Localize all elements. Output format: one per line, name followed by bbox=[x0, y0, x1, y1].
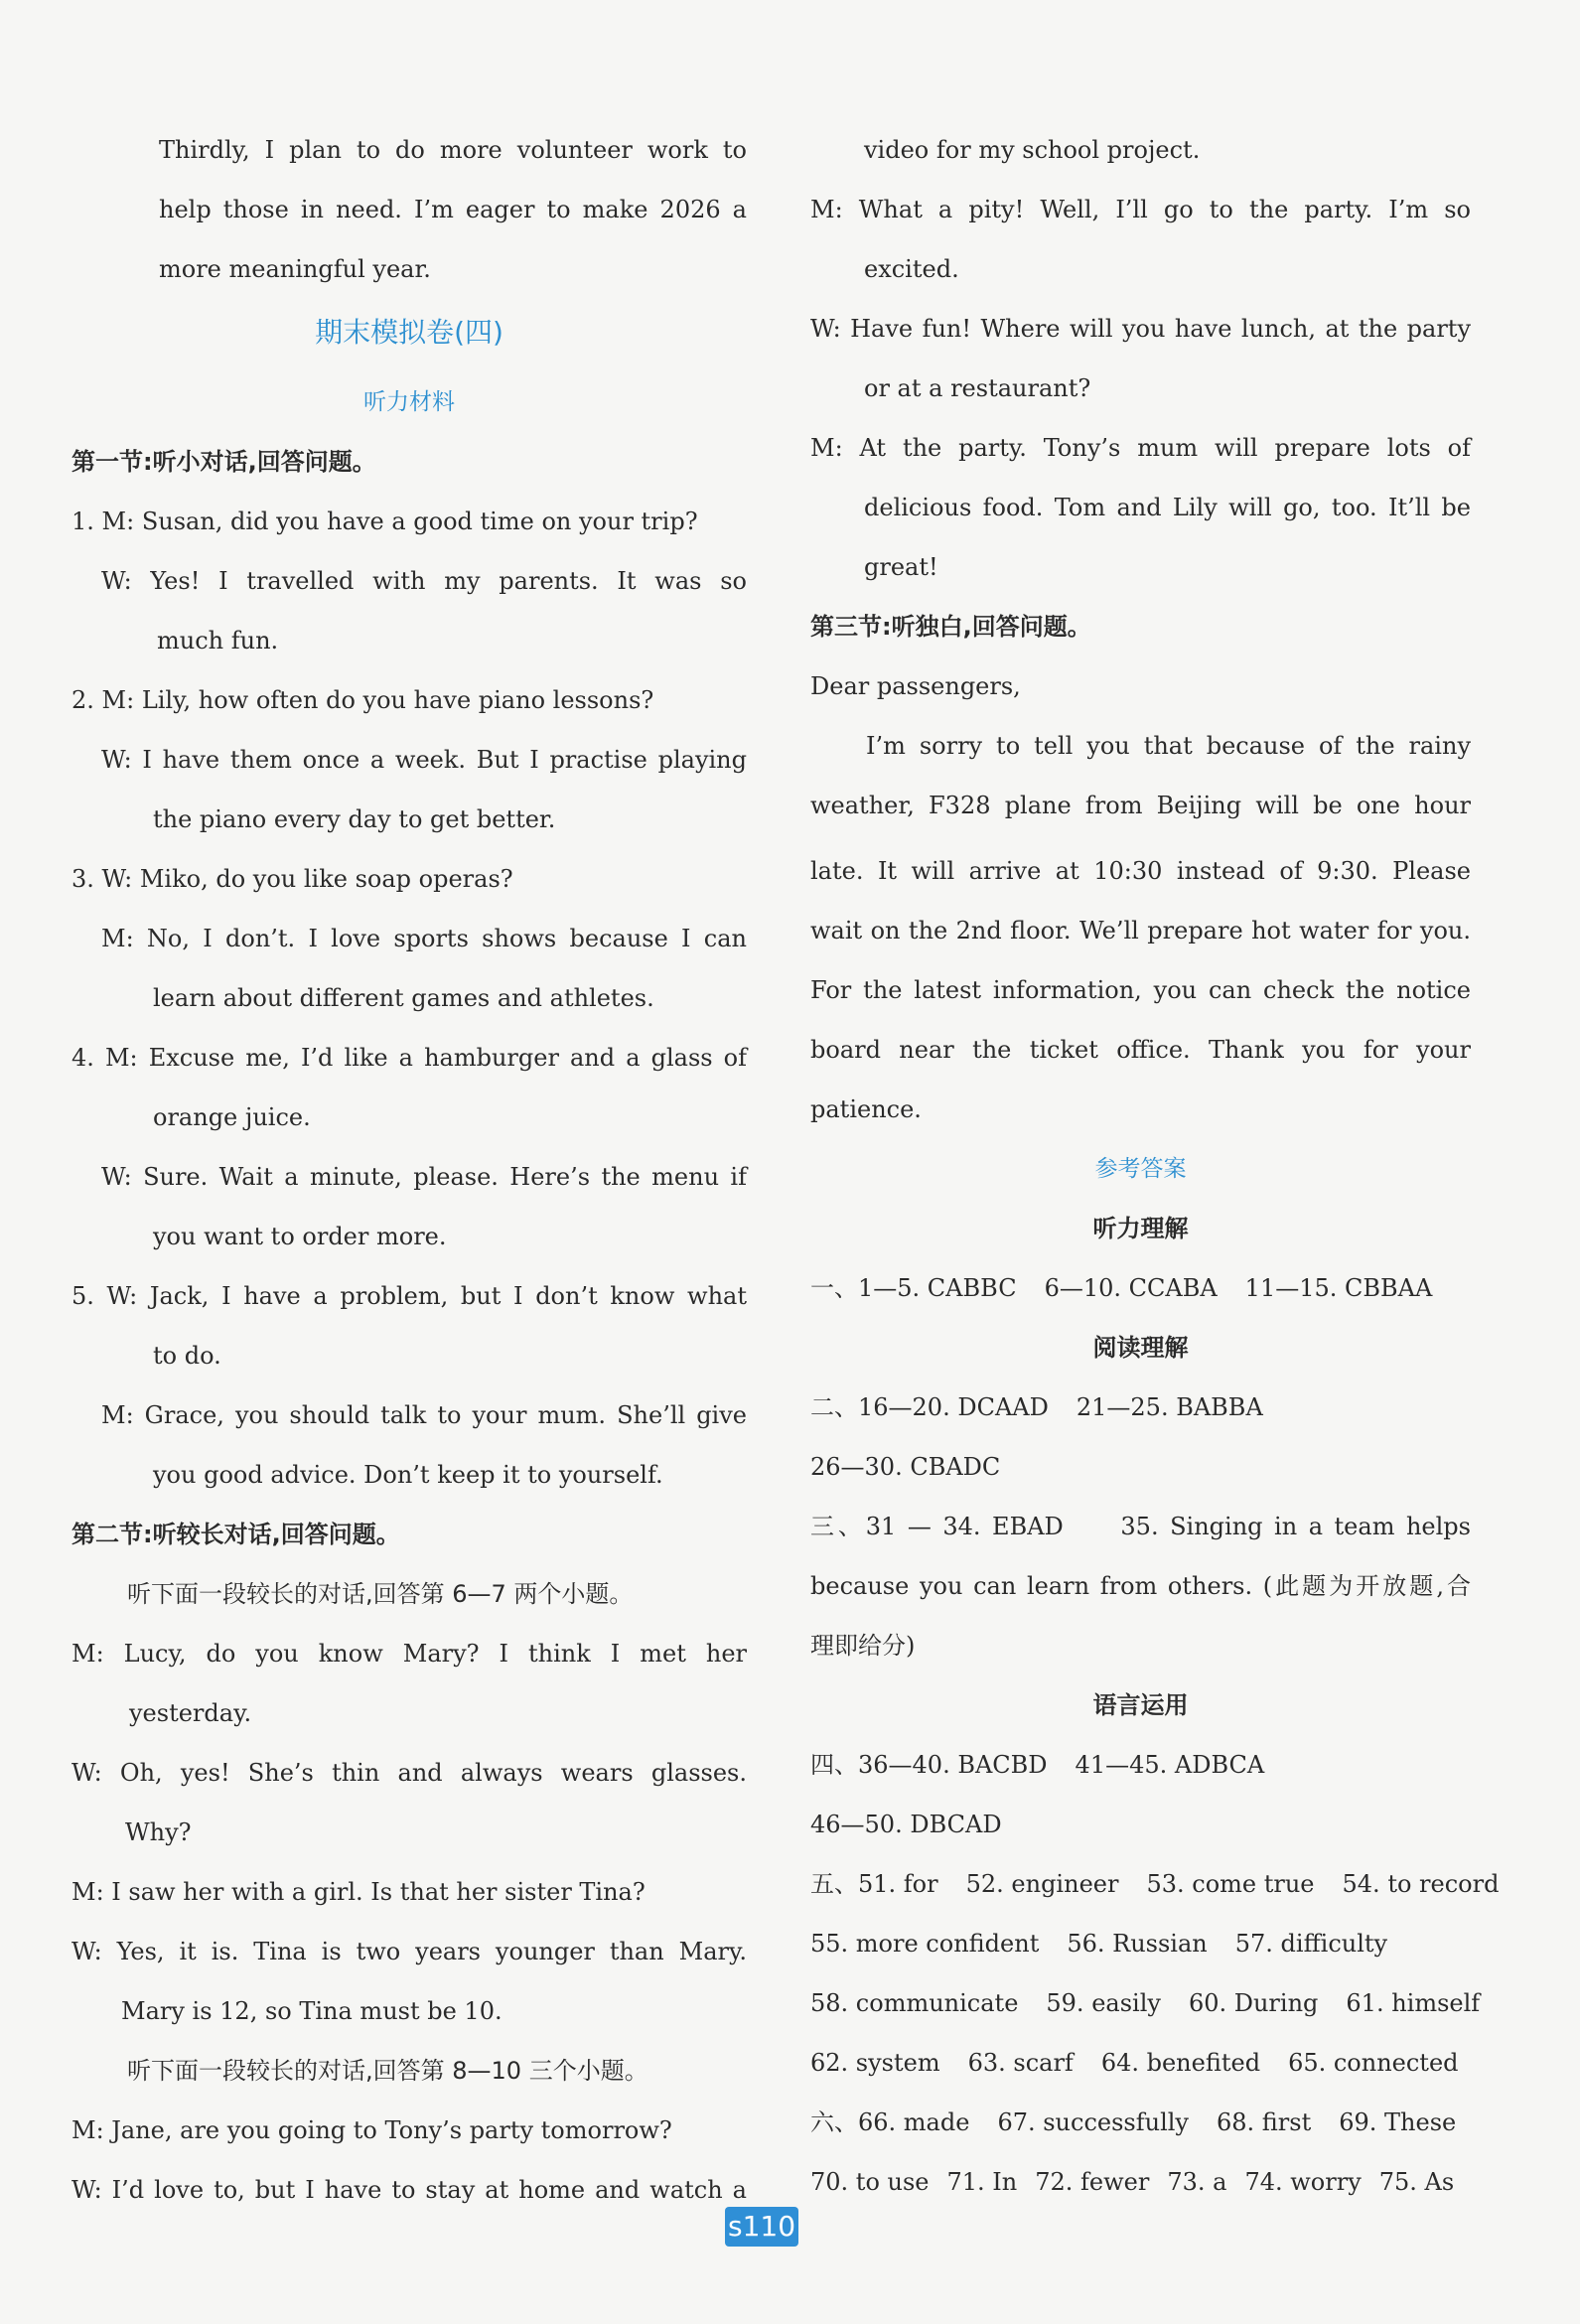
answer-group: 四、36—40. BACBD bbox=[810, 1751, 1048, 1779]
answer-line bbox=[810, 2048, 1471, 2078]
intro-line: Thirdly, I plan to do more volunteer work to bbox=[159, 136, 747, 164]
answer-line: 三、31 — 34. EBAD 35. Singing in a team helps bbox=[810, 1513, 1471, 1540]
conversation-line: delicious food. Tom and Lily will go, too. It’ll be bbox=[864, 494, 1471, 521]
conversation-line: M: I saw her with a girl. Is that her sister Tina? bbox=[72, 1878, 646, 1906]
intro-line: help those in need. I’m eager to make 2026 a bbox=[159, 196, 747, 223]
answer-line bbox=[810, 1988, 1481, 2018]
monologue-line: wait on the 2nd floor. We’ll prepare hot water for you. bbox=[810, 917, 1471, 944]
dialog-line: 1. M: Susan, did you have a good time on your trip? bbox=[72, 508, 698, 535]
conversation-line: W: Have fun! Where will you have lunch, at the party bbox=[810, 315, 1471, 343]
exam-title: 期末模拟卷(四) bbox=[315, 316, 503, 349]
conversation-line: Mary is 12, so Tina must be 10. bbox=[121, 1997, 503, 2025]
section-heading: 第三节:听独白,回答问题。 bbox=[810, 613, 1091, 641]
answer-item: 73. a bbox=[1167, 2168, 1227, 2196]
section-heading: 第一节:听小对话,回答问题。 bbox=[72, 448, 376, 476]
answer-item: 53. come true bbox=[1146, 1870, 1315, 1898]
answer-item: 69. These bbox=[1339, 2108, 1457, 2136]
conversation-line: M: Lucy, do you know Mary? I think I met her bbox=[72, 1640, 747, 1668]
monologue-line: board near the ticket office. Thank you for your bbox=[810, 1036, 1471, 1064]
answer-line bbox=[810, 1273, 1471, 1303]
answer-item: 68. first bbox=[1216, 2108, 1312, 2136]
answer-group: 一、1—5. CABBC bbox=[810, 1274, 1017, 1302]
dialog-line: much fun. bbox=[157, 627, 279, 654]
intro-line: more meaningful year. bbox=[159, 255, 431, 283]
conversation-line: great! bbox=[864, 553, 938, 581]
answer-item: 六、66. made bbox=[810, 2108, 970, 2136]
answer-line: 26—30. CBADC bbox=[810, 1453, 1001, 1481]
answer-line: 46—50. DBCAD bbox=[810, 1811, 1002, 1838]
answer-group: 11—15. CBBAA bbox=[1244, 1274, 1433, 1302]
answer-item: 54. to record bbox=[1342, 1870, 1500, 1898]
answer-item: 72. fewer bbox=[1035, 2168, 1150, 2196]
answer-group: 21—25. BABBA bbox=[1076, 1393, 1263, 1421]
conversation-line: excited. bbox=[864, 255, 959, 283]
answer-group: 41—45. ADBCA bbox=[1075, 1751, 1265, 1779]
dialog-line: 5. W: Jack, I have a problem, but I don’t know what bbox=[72, 1282, 747, 1310]
answer-line bbox=[810, 1929, 1471, 1959]
answer-item: 58. communicate bbox=[810, 1989, 1019, 2017]
dialog-line: you good advice. Don’t keep it to yourself. bbox=[153, 1461, 663, 1489]
conversation-line: yesterday. bbox=[129, 1699, 252, 1727]
monologue-line: late. It will arrive at 10:30 instead of 9:30. Please bbox=[810, 857, 1471, 885]
answer-line bbox=[810, 1869, 1500, 1899]
answer-group: 6—10. CCABA bbox=[1044, 1274, 1218, 1302]
monologue-line: weather, F328 plane from Beijing will be one hour bbox=[810, 792, 1471, 819]
dialog-line: to do. bbox=[153, 1342, 221, 1370]
conversation-line: Why? bbox=[125, 1818, 192, 1846]
answer-item: 65. connected bbox=[1288, 2049, 1459, 2077]
conversation-line: M: Jane, are you going to Tony’s party tomorrow? bbox=[72, 2116, 672, 2144]
section-subtitle: 听力材料 bbox=[363, 389, 455, 415]
answer-item: 75. As bbox=[1378, 2168, 1455, 2196]
page-number-badge: s110 bbox=[725, 2207, 798, 2247]
monologue-line: I’m sorry to tell you that because of the rainy bbox=[866, 732, 1471, 760]
dialog-line: 4. M: Excuse me, I’d like a hamburger and a glass of bbox=[72, 1044, 747, 1072]
dialog-line: M: No, I don’t. I love sports shows because I can bbox=[101, 925, 747, 952]
answer-line bbox=[810, 2167, 1471, 2197]
answer-section-heading: 语言运用 bbox=[1092, 1691, 1189, 1719]
instruction-line: 听下面一段较长的对话,回答第 6—7 两个小题。 bbox=[127, 1580, 634, 1608]
conversation-line: M: What a pity! Well, I’ll go to the party. I’m so bbox=[810, 196, 1471, 223]
conversation-line: W: Oh, yes! She’s thin and always wears glasses. bbox=[72, 1759, 747, 1787]
answer-line: because you can learn from others. (此题为开放题,合 bbox=[810, 1572, 1471, 1600]
answer-section-heading: 听力理解 bbox=[1092, 1215, 1189, 1242]
instruction-line: 听下面一段较长的对话,回答第 8—10 三个小题。 bbox=[127, 2057, 648, 2085]
dialog-line: orange juice. bbox=[153, 1103, 311, 1131]
answer-item: 五、51. for bbox=[810, 1870, 938, 1898]
answer-item: 64. benefited bbox=[1100, 2049, 1261, 2077]
dialog-line: 3. W: Miko, do you like soap operas? bbox=[72, 865, 513, 893]
conversation-line: M: At the party. Tony’s mum will prepare lots of bbox=[810, 434, 1471, 462]
answer-item: 55. more confident bbox=[810, 1930, 1040, 1958]
answer-line bbox=[810, 1392, 1471, 1422]
answer-item: 74. worry bbox=[1244, 2168, 1362, 2196]
answer-item: 57. difficulty bbox=[1234, 1930, 1388, 1958]
dialog-line: 2. M: Lily, how often do you have piano lessons? bbox=[72, 686, 654, 714]
section-heading: 第二节:听较长对话,回答问题。 bbox=[72, 1521, 400, 1548]
monologue-line: Dear passengers, bbox=[810, 672, 1021, 700]
answer-line: 理即给分) bbox=[810, 1632, 916, 1660]
answer-item: 60. During bbox=[1188, 1989, 1319, 2017]
answer-title: 参考答案 bbox=[1094, 1156, 1187, 1182]
answer-item: 52. engineer bbox=[965, 1870, 1119, 1898]
answer-section-heading: 阅读理解 bbox=[1092, 1334, 1189, 1362]
answer-item: 71. In bbox=[946, 2168, 1018, 2196]
answer-line bbox=[810, 1750, 1471, 1780]
answer-group: 二、16—20. DCAAD bbox=[810, 1393, 1049, 1421]
dialog-line: W: Yes! I travelled with my parents. It was so bbox=[101, 567, 747, 595]
dialog-line: W: Sure. Wait a minute, please. Here’s the menu if bbox=[101, 1163, 747, 1191]
answer-item: 56. Russian bbox=[1067, 1930, 1208, 1958]
conversation-line: video for my school project. bbox=[864, 136, 1201, 164]
monologue-line: For the latest information, you can check the notice bbox=[810, 976, 1471, 1004]
conversation-line: W: I’d love to, but I have to stay at home and watch a bbox=[72, 2176, 747, 2204]
dialog-line: learn about different games and athletes. bbox=[153, 984, 654, 1012]
answer-item: 61. himself bbox=[1346, 1989, 1481, 2017]
answer-item: 63. scarf bbox=[967, 2049, 1074, 2077]
answer-item: 59. easily bbox=[1046, 1989, 1161, 2017]
conversation-line: or at a restaurant? bbox=[864, 374, 1091, 402]
dialog-line: M: Grace, you should talk to your mum. She’ll give bbox=[101, 1401, 747, 1429]
answer-item: 70. to use bbox=[810, 2168, 930, 2196]
answer-item: 62. system bbox=[810, 2049, 940, 2077]
answer-line bbox=[810, 2107, 1471, 2137]
monologue-line: patience. bbox=[810, 1095, 922, 1123]
dialog-line: you want to order more. bbox=[153, 1223, 447, 1250]
dialog-line: the piano every day to get better. bbox=[153, 805, 556, 833]
conversation-line: W: Yes, it is. Tina is two years younger than Mary. bbox=[72, 1938, 747, 1965]
dialog-line: W: I have them once a week. But I practise playing bbox=[101, 746, 747, 774]
answer-item: 67. successfully bbox=[997, 2108, 1189, 2136]
